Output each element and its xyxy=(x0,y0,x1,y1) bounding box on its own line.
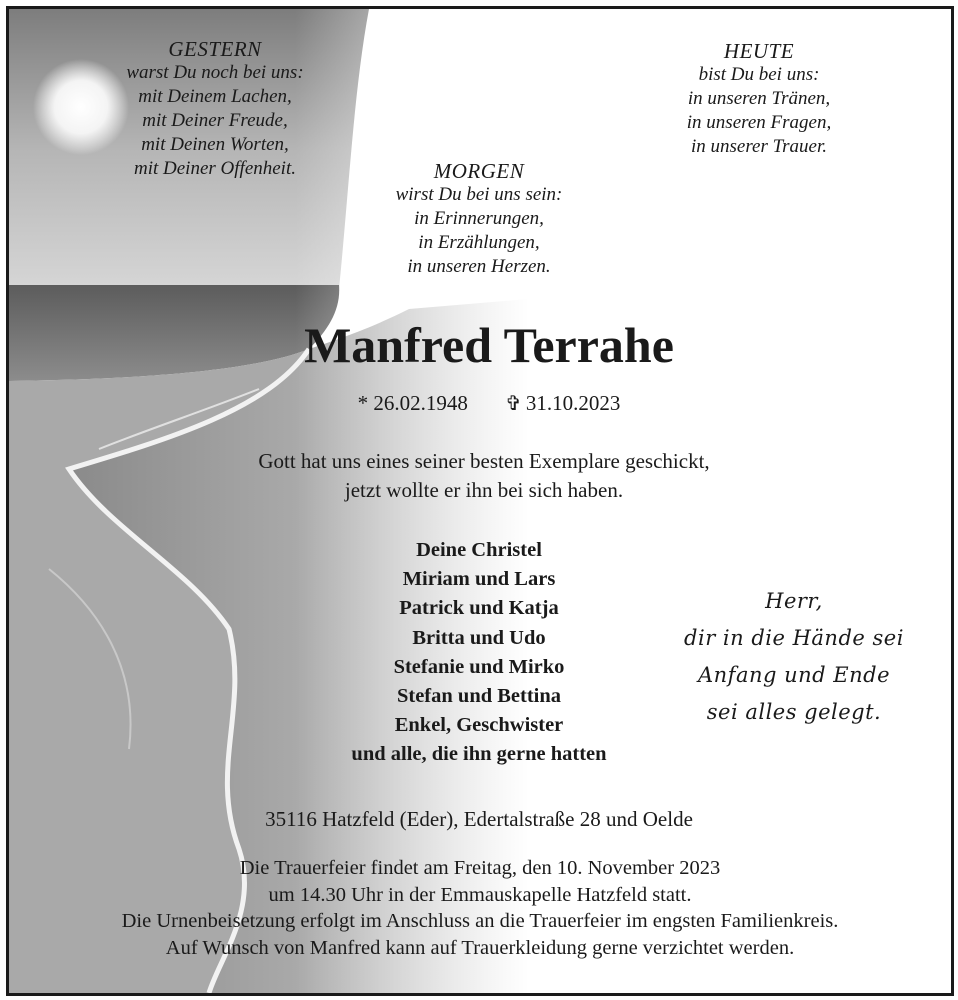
mourner-entry: Miriam und Lars xyxy=(402,568,556,591)
verse-line: sei alles gelegt. xyxy=(706,700,882,724)
poem-line: bist Du bei uns: xyxy=(698,64,820,85)
poem-line: mit Deiner Freude, xyxy=(142,110,288,131)
poem-line: in unserer Trauer. xyxy=(690,136,827,157)
poem-line: in unseren Tränen, xyxy=(687,88,831,109)
mourner-entry: Stefan und Bettina xyxy=(396,685,562,708)
memorial-quote xyxy=(159,447,809,505)
poem-morgen xyxy=(354,159,604,279)
mourner-entry: Patrick und Katja xyxy=(399,597,559,620)
death-date: 31.10.2023 xyxy=(525,391,621,415)
mourner-entry: Britta und Udo xyxy=(412,626,546,649)
quote-line: Gott hat uns eines seiner besten Exemplare geschickt, xyxy=(258,449,710,473)
poem-line: in Erzählungen, xyxy=(418,232,540,253)
poem-heute xyxy=(639,39,879,159)
verse-line: dir in die Hände sei xyxy=(684,626,904,650)
poem-gestern xyxy=(95,37,335,181)
poem-morgen-heading: MORGEN xyxy=(433,159,525,183)
birth-date: * 26.02.1948 xyxy=(357,391,468,415)
poem-line: mit Deinem Lachen, xyxy=(138,86,292,107)
quote-line: jetzt wollte er ihn bei sich haben. xyxy=(344,478,624,502)
mourner-entry: Enkel, Geschwister xyxy=(394,714,564,737)
notice-line: Die Trauerfeier findet am Freitag, den 10. November 2023 xyxy=(239,857,721,879)
verse-line: Herr, xyxy=(765,589,823,613)
death-date-group xyxy=(505,391,620,415)
life-dates xyxy=(239,389,739,418)
mourner-entry: und alle, die ihn gerne hatten xyxy=(351,743,607,766)
notice-line: Die Urnenbeisetzung erfolgt im Anschluss an die Trauerfeier im engsten Familienkreis. xyxy=(121,910,839,932)
poem-line: in unseren Herzen. xyxy=(407,256,551,277)
poem-line: in Erinnerungen, xyxy=(414,208,544,229)
cross-icon: ✞ xyxy=(505,393,522,415)
notice-line: Auf Wunsch von Manfred kann auf Trauerkleidung gerne verzichtet werden. xyxy=(165,936,795,959)
poem-line: in unseren Fragen, xyxy=(686,112,832,133)
poem-line: mit Deiner Offenheit. xyxy=(134,158,296,179)
poem-line: mit Deinen Worten, xyxy=(141,134,289,155)
mourners-list xyxy=(254,536,704,770)
verse-line: Anfang und Ende xyxy=(697,663,891,687)
mourner-entry: Deine Christel xyxy=(416,539,542,561)
poem-gestern-heading: GESTERN xyxy=(168,37,262,61)
prayer-verse xyxy=(669,583,919,731)
obituary-frame xyxy=(6,6,954,996)
poem-line: warst Du noch bei uns: xyxy=(126,62,304,83)
funeral-notice xyxy=(19,855,941,961)
notice-line: um 14.30 Uhr in der Emmauskapelle Hatzfeld statt. xyxy=(268,883,692,906)
family-address: 35116 Hatzfeld (Eder), Edertalstraße 28 und Oelde xyxy=(265,807,693,831)
poem-heute-heading: HEUTE xyxy=(723,39,795,63)
poem-line: wirst Du bei uns sein: xyxy=(395,184,563,205)
mourner-entry: Stefanie und Mirko xyxy=(393,655,565,678)
deceased-name: Manfred Terrahe xyxy=(304,317,674,373)
